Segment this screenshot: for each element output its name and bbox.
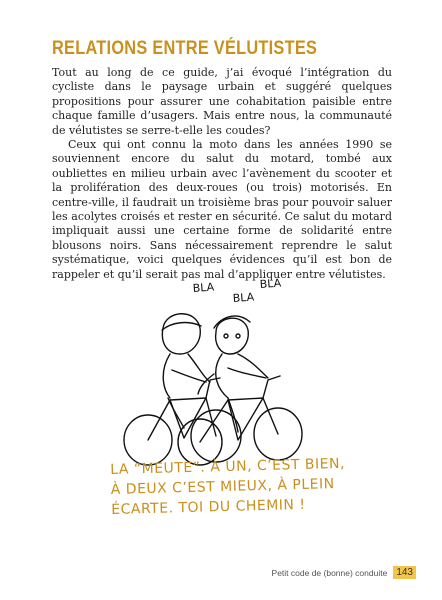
caption-line-3: ÉCARTE. TOI DU CHEMIN ! — [111, 496, 306, 518]
cyclists-illustration — [88, 270, 358, 470]
speech-bla-1: BLA — [192, 280, 215, 295]
cartoon-caption — [110, 453, 361, 520]
body-text — [52, 66, 392, 282]
caption-line-1: LA “MEUTE”. À UN, C’EST BIEN, — [110, 455, 346, 478]
speech-bla-2: BLA — [232, 290, 255, 305]
speech-bubble-text — [192, 276, 282, 304]
paragraph-2: Ceux qui ont connu la moto dans les années 1990 se souviennent encore du salut du motard, tombé aux oubliettes en milieu urbain avec l’avènement du scooter et la prolifération des deux-roues (ou trois) motorisés. En centre-ville, il faudrait un troisième bras pour pouvoir saluer les acolytes croisés et rester en sécurité. Ce salut du motard impliquait aussi une certaine forme de solidarité entre blousons noirs. Sans nécessairement reprendre le salut systématique, voici quelques évidences qu’il est bon de rappeler et qu’il serait pas mal d’appliquer entre vélutistes. — [52, 138, 393, 281]
section-heading: RELATIONS ENTRE VÉLUTISTES — [52, 38, 318, 59]
page-number: 143 — [393, 566, 416, 579]
caption-line-2: À DEUX C’EST MIEUX, À PLEIN — [110, 476, 335, 498]
page-footer — [272, 566, 416, 579]
running-title: Petit code de (bonne) conduite — [271, 567, 388, 578]
paragraph-1: Tout au long de ce guide, j’ai évoqué l’intégration du cycliste dans le paysage urbain et suggéré quelques propositions pour assurer une cohabitation paisible entre chaque famille d’usagers. Mais entre nous, la communauté de vélutistes se serre-t-elle les coudes? — [52, 66, 392, 137]
speech-bla-3: BLA — [259, 276, 282, 291]
cyclists-drawing — [124, 314, 302, 465]
